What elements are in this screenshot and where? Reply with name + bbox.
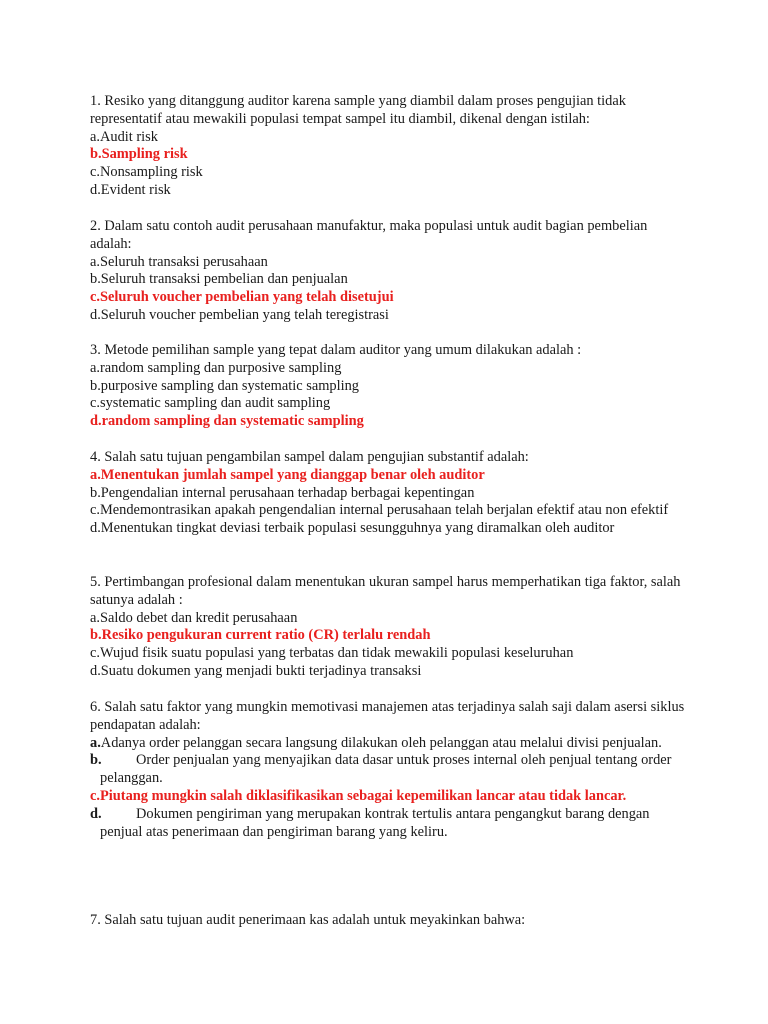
question-6 bbox=[90, 699, 690, 841]
question-2-option-c-answer: c.Seluruh voucher pembelian yang telah disetujui bbox=[90, 289, 394, 306]
question-4-option-b: b.Pengendalian internal perusahaan terhadap berbagai kepentingan bbox=[90, 484, 475, 501]
option-letter: b. bbox=[90, 752, 102, 769]
question-2-option-b: b.Seluruh transaksi pembelian dan penjualan bbox=[90, 271, 348, 288]
option-letter: d. bbox=[90, 805, 102, 822]
question-5-stem: 5. Pertimbangan profesional dalam menentukan ukuran sampel harus memperhatikan tiga faktor, salah satunya adalah : bbox=[90, 574, 681, 608]
question-3-option-c: c.systematic sampling dan audit sampling bbox=[90, 395, 331, 412]
question-4-option-a-answer: a.Menentukan jumlah sampel yang dianggap benar oleh auditor bbox=[90, 466, 485, 483]
question-5 bbox=[90, 574, 690, 681]
question-6-option-d bbox=[90, 806, 690, 842]
question-3-stem: 3. Metode pemilihan sample yang tepat dalam auditor yang umum dilakukan adalah : bbox=[90, 342, 582, 358]
question-7 bbox=[90, 912, 690, 930]
question-4-option-d: d.Menentukan tingkat deviasi terbaik populasi sesungguhnya yang diramalkan oleh auditor bbox=[90, 520, 615, 537]
question-4-stem: 4. Salah satu tujuan pengambilan sampel dalam pengujian substantif adalah: bbox=[90, 449, 529, 465]
question-5-option-a: a.Saldo debet dan kredit perusahaan bbox=[90, 609, 298, 626]
question-1-option-a: a.Audit risk bbox=[90, 128, 158, 145]
question-6-option-b bbox=[90, 752, 690, 788]
question-6-option-a bbox=[90, 735, 690, 753]
question-2 bbox=[90, 218, 690, 325]
question-3 bbox=[90, 342, 690, 431]
question-2-option-a: a.Seluruh transaksi perusahaan bbox=[90, 253, 268, 270]
question-2-option-d: d.Seluruh voucher pembelian yang telah teregistrasi bbox=[90, 306, 389, 323]
question-3-option-a: a.random sampling dan purposive sampling bbox=[90, 359, 342, 376]
option-letter: a. bbox=[90, 734, 101, 751]
option-text: Piutang mungkin salah diklasifikasikan sebagai kepemilikan lancar atau tidak lancar. bbox=[100, 787, 627, 804]
question-3-option-b: b.purposive sampling dan systematic sampling bbox=[90, 377, 359, 394]
question-1 bbox=[90, 93, 690, 200]
question-1-option-c: c.Nonsampling risk bbox=[90, 164, 203, 181]
question-7-stem: 7. Salah satu tujuan audit penerimaan kas adalah untuk meyakinkan bahwa: bbox=[90, 912, 526, 928]
question-4-option-c: c.Mendemontrasikan apakah pengendalian internal perusahaan telah berjalan efektif atau non efektif bbox=[90, 502, 669, 519]
question-5-option-d: d.Suatu dokumen yang menjadi bukti terjadinya transaksi bbox=[90, 662, 422, 679]
option-letter: c. bbox=[90, 787, 100, 804]
question-5-option-c: c.Wujud fisik suatu populasi yang terbatas dan tidak mewakili populasi keseluruhan bbox=[90, 645, 574, 662]
question-1-option-d: d.Evident risk bbox=[90, 181, 171, 198]
question-4 bbox=[90, 449, 690, 538]
option-text: Adanya order pelanggan secara langsung dilakukan oleh pelanggan atau melalui divisi penjualan. bbox=[100, 734, 662, 751]
question-1-stem: 1. Resiko yang ditanggung auditor karena sample yang diambil dalam proses pengujian tidak representatif atau mewakili populasi tempat sampel itu diambil, dikenal dengan istilah: bbox=[90, 93, 626, 127]
question-3-option-d-answer: d.random sampling dan systematic sampling bbox=[90, 413, 364, 430]
option-text: Order penjualan yang menyajikan data dasar untuk proses internal oleh penjual tentang order pelanggan. bbox=[100, 752, 672, 787]
question-6-option-c-answer bbox=[90, 788, 690, 806]
question-5-option-b-answer: b.Resiko pengukuran current ratio (CR) terlalu rendah bbox=[90, 627, 431, 644]
question-2-stem: 2. Dalam satu contoh audit perusahaan manufaktur, maka populasi untuk audit bagian pembelian adalah: bbox=[90, 218, 648, 252]
question-1-option-b-answer: b.Sampling risk bbox=[90, 146, 188, 163]
question-6-stem: 6. Salah satu faktor yang mungkin memotivasi manajemen atas terjadinya salah saji dalam asersi siklus pendapatan adalah: bbox=[90, 699, 685, 733]
option-text: Dokumen pengiriman yang merupakan kontrak tertulis antara pengangkut barang dengan penjual atas penerimaan dan pengiriman barang yang keliru. bbox=[100, 805, 650, 840]
